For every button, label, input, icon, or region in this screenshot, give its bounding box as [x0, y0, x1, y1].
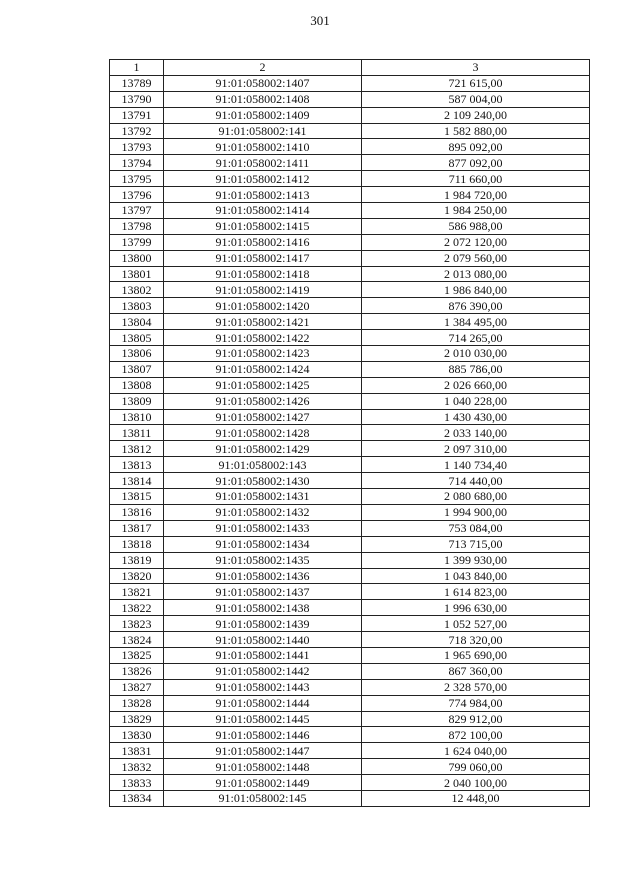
- row-number-cell: 13793: [110, 139, 164, 155]
- value-cell: 718 320,00: [362, 632, 590, 648]
- value-cell: 877 092,00: [362, 155, 590, 171]
- cadastral-number-cell: 91:01:058002:1419: [164, 282, 362, 298]
- cadastral-number-cell: 91:01:058002:1426: [164, 393, 362, 409]
- cadastral-number-cell: 91:01:058002:1420: [164, 298, 362, 314]
- cadastral-number-cell: 91:01:058002:1434: [164, 536, 362, 552]
- table-row: [110, 346, 590, 362]
- cadastral-number-cell: 91:01:058002:1432: [164, 504, 362, 520]
- value-cell: 799 060,00: [362, 759, 590, 775]
- table-row: [110, 250, 590, 266]
- value-cell: 774 984,00: [362, 695, 590, 711]
- row-number-cell: 13813: [110, 457, 164, 473]
- cadastral-number-cell: 91:01:058002:1408: [164, 91, 362, 107]
- value-cell: 872 100,00: [362, 727, 590, 743]
- row-number-cell: 13819: [110, 552, 164, 568]
- row-number-cell: 13834: [110, 790, 164, 806]
- cadastral-number-cell: 91:01:058002:1424: [164, 361, 362, 377]
- row-number-cell: 13806: [110, 346, 164, 362]
- table-row: [110, 330, 590, 346]
- row-number-cell: 13804: [110, 314, 164, 330]
- cadastral-number-cell: 91:01:058002:1448: [164, 759, 362, 775]
- value-cell: 1 043 840,00: [362, 568, 590, 584]
- value-cell: 1 399 930,00: [362, 552, 590, 568]
- row-number-cell: 13816: [110, 504, 164, 520]
- cadastral-number-cell: 91:01:058002:1427: [164, 409, 362, 425]
- cadastral-number-cell: 91:01:058002:1441: [164, 647, 362, 663]
- row-number-cell: 13801: [110, 266, 164, 282]
- value-cell: 753 084,00: [362, 520, 590, 536]
- cadastral-number-cell: 91:01:058002:1423: [164, 346, 362, 362]
- table-row: [110, 282, 590, 298]
- cadastral-number-cell: 91:01:058002:1417: [164, 250, 362, 266]
- table-row: [110, 266, 590, 282]
- value-cell: 713 715,00: [362, 536, 590, 552]
- value-cell: 2 033 140,00: [362, 425, 590, 441]
- row-number-cell: 13805: [110, 330, 164, 346]
- value-cell: 1 984 250,00: [362, 203, 590, 219]
- table-row: [110, 727, 590, 743]
- cadastral-number-cell: 91:01:058002:1413: [164, 187, 362, 203]
- cadastral-number-cell: 91:01:058002:1439: [164, 616, 362, 632]
- value-cell: 895 092,00: [362, 139, 590, 155]
- table-row: [110, 759, 590, 775]
- value-cell: 2 026 660,00: [362, 377, 590, 393]
- row-number-cell: 13795: [110, 171, 164, 187]
- table-row: [110, 504, 590, 520]
- header-row: [110, 60, 590, 76]
- value-cell: 1 986 840,00: [362, 282, 590, 298]
- table-row: [110, 171, 590, 187]
- table-row: [110, 298, 590, 314]
- value-cell: 586 988,00: [362, 218, 590, 234]
- cadastral-number-cell: 91:01:058002:1437: [164, 584, 362, 600]
- cadastral-number-cell: 91:01:058002:1447: [164, 743, 362, 759]
- row-number-cell: 13833: [110, 775, 164, 791]
- value-cell: 1 040 228,00: [362, 393, 590, 409]
- row-number-cell: 13818: [110, 536, 164, 552]
- cadastral-number-cell: 91:01:058002:1431: [164, 489, 362, 505]
- value-cell: 1 965 690,00: [362, 647, 590, 663]
- cadastral-number-cell: 91:01:058002:1449: [164, 775, 362, 791]
- value-cell: 1 994 900,00: [362, 504, 590, 520]
- table-body: [110, 75, 590, 806]
- value-cell: 885 786,00: [362, 361, 590, 377]
- value-cell: 587 004,00: [362, 91, 590, 107]
- row-number-cell: 13820: [110, 568, 164, 584]
- header-col-1: 1: [110, 60, 164, 76]
- cadastral-number-cell: 91:01:058002:1443: [164, 679, 362, 695]
- row-number-cell: 13797: [110, 203, 164, 219]
- row-number-cell: 13811: [110, 425, 164, 441]
- row-number-cell: 13809: [110, 393, 164, 409]
- value-cell: 1 614 823,00: [362, 584, 590, 600]
- cadastral-number-cell: 91:01:058002:1421: [164, 314, 362, 330]
- value-cell: 12 448,00: [362, 790, 590, 806]
- value-cell: 2 080 680,00: [362, 489, 590, 505]
- value-cell: 1 052 527,00: [362, 616, 590, 632]
- table-row: [110, 552, 590, 568]
- table-row: [110, 75, 590, 91]
- table-row: [110, 536, 590, 552]
- table-row: [110, 790, 590, 806]
- value-cell: 2 097 310,00: [362, 441, 590, 457]
- cadastral-number-cell: 91:01:058002:1422: [164, 330, 362, 346]
- row-number-cell: 13794: [110, 155, 164, 171]
- table-row: [110, 632, 590, 648]
- cadastral-number-cell: 91:01:058002:1428: [164, 425, 362, 441]
- table-row: [110, 123, 590, 139]
- row-number-cell: 13789: [110, 75, 164, 91]
- cadastral-number-cell: 91:01:058002:143: [164, 457, 362, 473]
- row-number-cell: 13827: [110, 679, 164, 695]
- row-number-cell: 13799: [110, 234, 164, 250]
- cadastral-number-cell: 91:01:058002:1415: [164, 218, 362, 234]
- table-row: [110, 409, 590, 425]
- row-number-cell: 13825: [110, 647, 164, 663]
- value-cell: 1 996 630,00: [362, 600, 590, 616]
- value-cell: 1 384 495,00: [362, 314, 590, 330]
- table-row: [110, 155, 590, 171]
- table-row: [110, 695, 590, 711]
- value-cell: 2 109 240,00: [362, 107, 590, 123]
- value-cell: 2 072 120,00: [362, 234, 590, 250]
- cadastral-number-cell: 91:01:058002:1438: [164, 600, 362, 616]
- header-col-3: 3: [362, 60, 590, 76]
- row-number-cell: 13822: [110, 600, 164, 616]
- table-row: [110, 139, 590, 155]
- table-row: [110, 314, 590, 330]
- value-cell: 2 010 030,00: [362, 346, 590, 362]
- table-row: [110, 489, 590, 505]
- table-row: [110, 775, 590, 791]
- data-table: [109, 59, 590, 807]
- table-row: [110, 743, 590, 759]
- cadastral-number-cell: 91:01:058002:1442: [164, 663, 362, 679]
- row-number-cell: 13800: [110, 250, 164, 266]
- table-row: [110, 187, 590, 203]
- cadastral-number-cell: 91:01:058002:1407: [164, 75, 362, 91]
- page-number: 301: [310, 13, 330, 28]
- row-number-cell: 13817: [110, 520, 164, 536]
- value-cell: 829 912,00: [362, 711, 590, 727]
- value-cell: 876 390,00: [362, 298, 590, 314]
- row-number-cell: 13812: [110, 441, 164, 457]
- row-number-cell: 13824: [110, 632, 164, 648]
- row-number-cell: 13823: [110, 616, 164, 632]
- value-cell: 1 624 040,00: [362, 743, 590, 759]
- value-cell: 1 984 720,00: [362, 187, 590, 203]
- cadastral-number-cell: 91:01:058002:1411: [164, 155, 362, 171]
- table-row: [110, 234, 590, 250]
- cadastral-number-cell: 91:01:058002:1446: [164, 727, 362, 743]
- table-row: [110, 377, 590, 393]
- cadastral-number-cell: 91:01:058002:1429: [164, 441, 362, 457]
- table-row: [110, 441, 590, 457]
- table-row: [110, 711, 590, 727]
- table-row: [110, 520, 590, 536]
- row-number-cell: 13832: [110, 759, 164, 775]
- table-row: [110, 600, 590, 616]
- value-cell: 1 140 734,40: [362, 457, 590, 473]
- row-number-cell: 13792: [110, 123, 164, 139]
- table-row: [110, 457, 590, 473]
- row-number-cell: 13802: [110, 282, 164, 298]
- row-number-cell: 13803: [110, 298, 164, 314]
- table-row: [110, 425, 590, 441]
- table-row: [110, 679, 590, 695]
- value-cell: 2 328 570,00: [362, 679, 590, 695]
- table-row: [110, 473, 590, 489]
- table-row: [110, 616, 590, 632]
- value-cell: 867 360,00: [362, 663, 590, 679]
- row-number-cell: 13810: [110, 409, 164, 425]
- cadastral-number-cell: 91:01:058002:1433: [164, 520, 362, 536]
- value-cell: 2 040 100,00: [362, 775, 590, 791]
- row-number-cell: 13808: [110, 377, 164, 393]
- table-row: [110, 91, 590, 107]
- row-number-cell: 13798: [110, 218, 164, 234]
- table-row: [110, 663, 590, 679]
- cadastral-number-cell: 91:01:058002:1440: [164, 632, 362, 648]
- row-number-cell: 13830: [110, 727, 164, 743]
- row-number-cell: 13829: [110, 711, 164, 727]
- table-row: [110, 393, 590, 409]
- table-row: [110, 203, 590, 219]
- table-row: [110, 218, 590, 234]
- row-number-cell: 13828: [110, 695, 164, 711]
- table-row: [110, 647, 590, 663]
- row-number-cell: 13791: [110, 107, 164, 123]
- value-cell: 714 265,00: [362, 330, 590, 346]
- cadastral-number-cell: 91:01:058002:1410: [164, 139, 362, 155]
- row-number-cell: 13815: [110, 489, 164, 505]
- cadastral-number-cell: 91:01:058002:1445: [164, 711, 362, 727]
- cadastral-number-cell: 91:01:058002:1409: [164, 107, 362, 123]
- value-cell: 714 440,00: [362, 473, 590, 489]
- row-number-cell: 13831: [110, 743, 164, 759]
- value-cell: 2 013 080,00: [362, 266, 590, 282]
- value-cell: 711 660,00: [362, 171, 590, 187]
- cadastral-number-cell: 91:01:058002:145: [164, 790, 362, 806]
- value-cell: 721 615,00: [362, 75, 590, 91]
- table-row: [110, 568, 590, 584]
- value-cell: 1 430 430,00: [362, 409, 590, 425]
- table-row: [110, 584, 590, 600]
- cadastral-number-cell: 91:01:058002:1414: [164, 203, 362, 219]
- row-number-cell: 13790: [110, 91, 164, 107]
- cadastral-number-cell: 91:01:058002:1425: [164, 377, 362, 393]
- cadastral-number-cell: 91:01:058002:1418: [164, 266, 362, 282]
- table-row: [110, 361, 590, 377]
- row-number-cell: 13807: [110, 361, 164, 377]
- cadastral-number-cell: 91:01:058002:141: [164, 123, 362, 139]
- row-number-cell: 13814: [110, 473, 164, 489]
- table-header: [110, 60, 590, 76]
- cadastral-number-cell: 91:01:058002:1416: [164, 234, 362, 250]
- table-row: [110, 107, 590, 123]
- value-cell: 2 079 560,00: [362, 250, 590, 266]
- row-number-cell: 13821: [110, 584, 164, 600]
- row-number-cell: 13826: [110, 663, 164, 679]
- value-cell: 1 582 880,00: [362, 123, 590, 139]
- cadastral-number-cell: 91:01:058002:1412: [164, 171, 362, 187]
- row-number-cell: 13796: [110, 187, 164, 203]
- cadastral-number-cell: 91:01:058002:1444: [164, 695, 362, 711]
- cadastral-number-cell: 91:01:058002:1436: [164, 568, 362, 584]
- cadastral-number-cell: 91:01:058002:1435: [164, 552, 362, 568]
- cadastral-number-cell: 91:01:058002:1430: [164, 473, 362, 489]
- header-col-2: 2: [164, 60, 362, 76]
